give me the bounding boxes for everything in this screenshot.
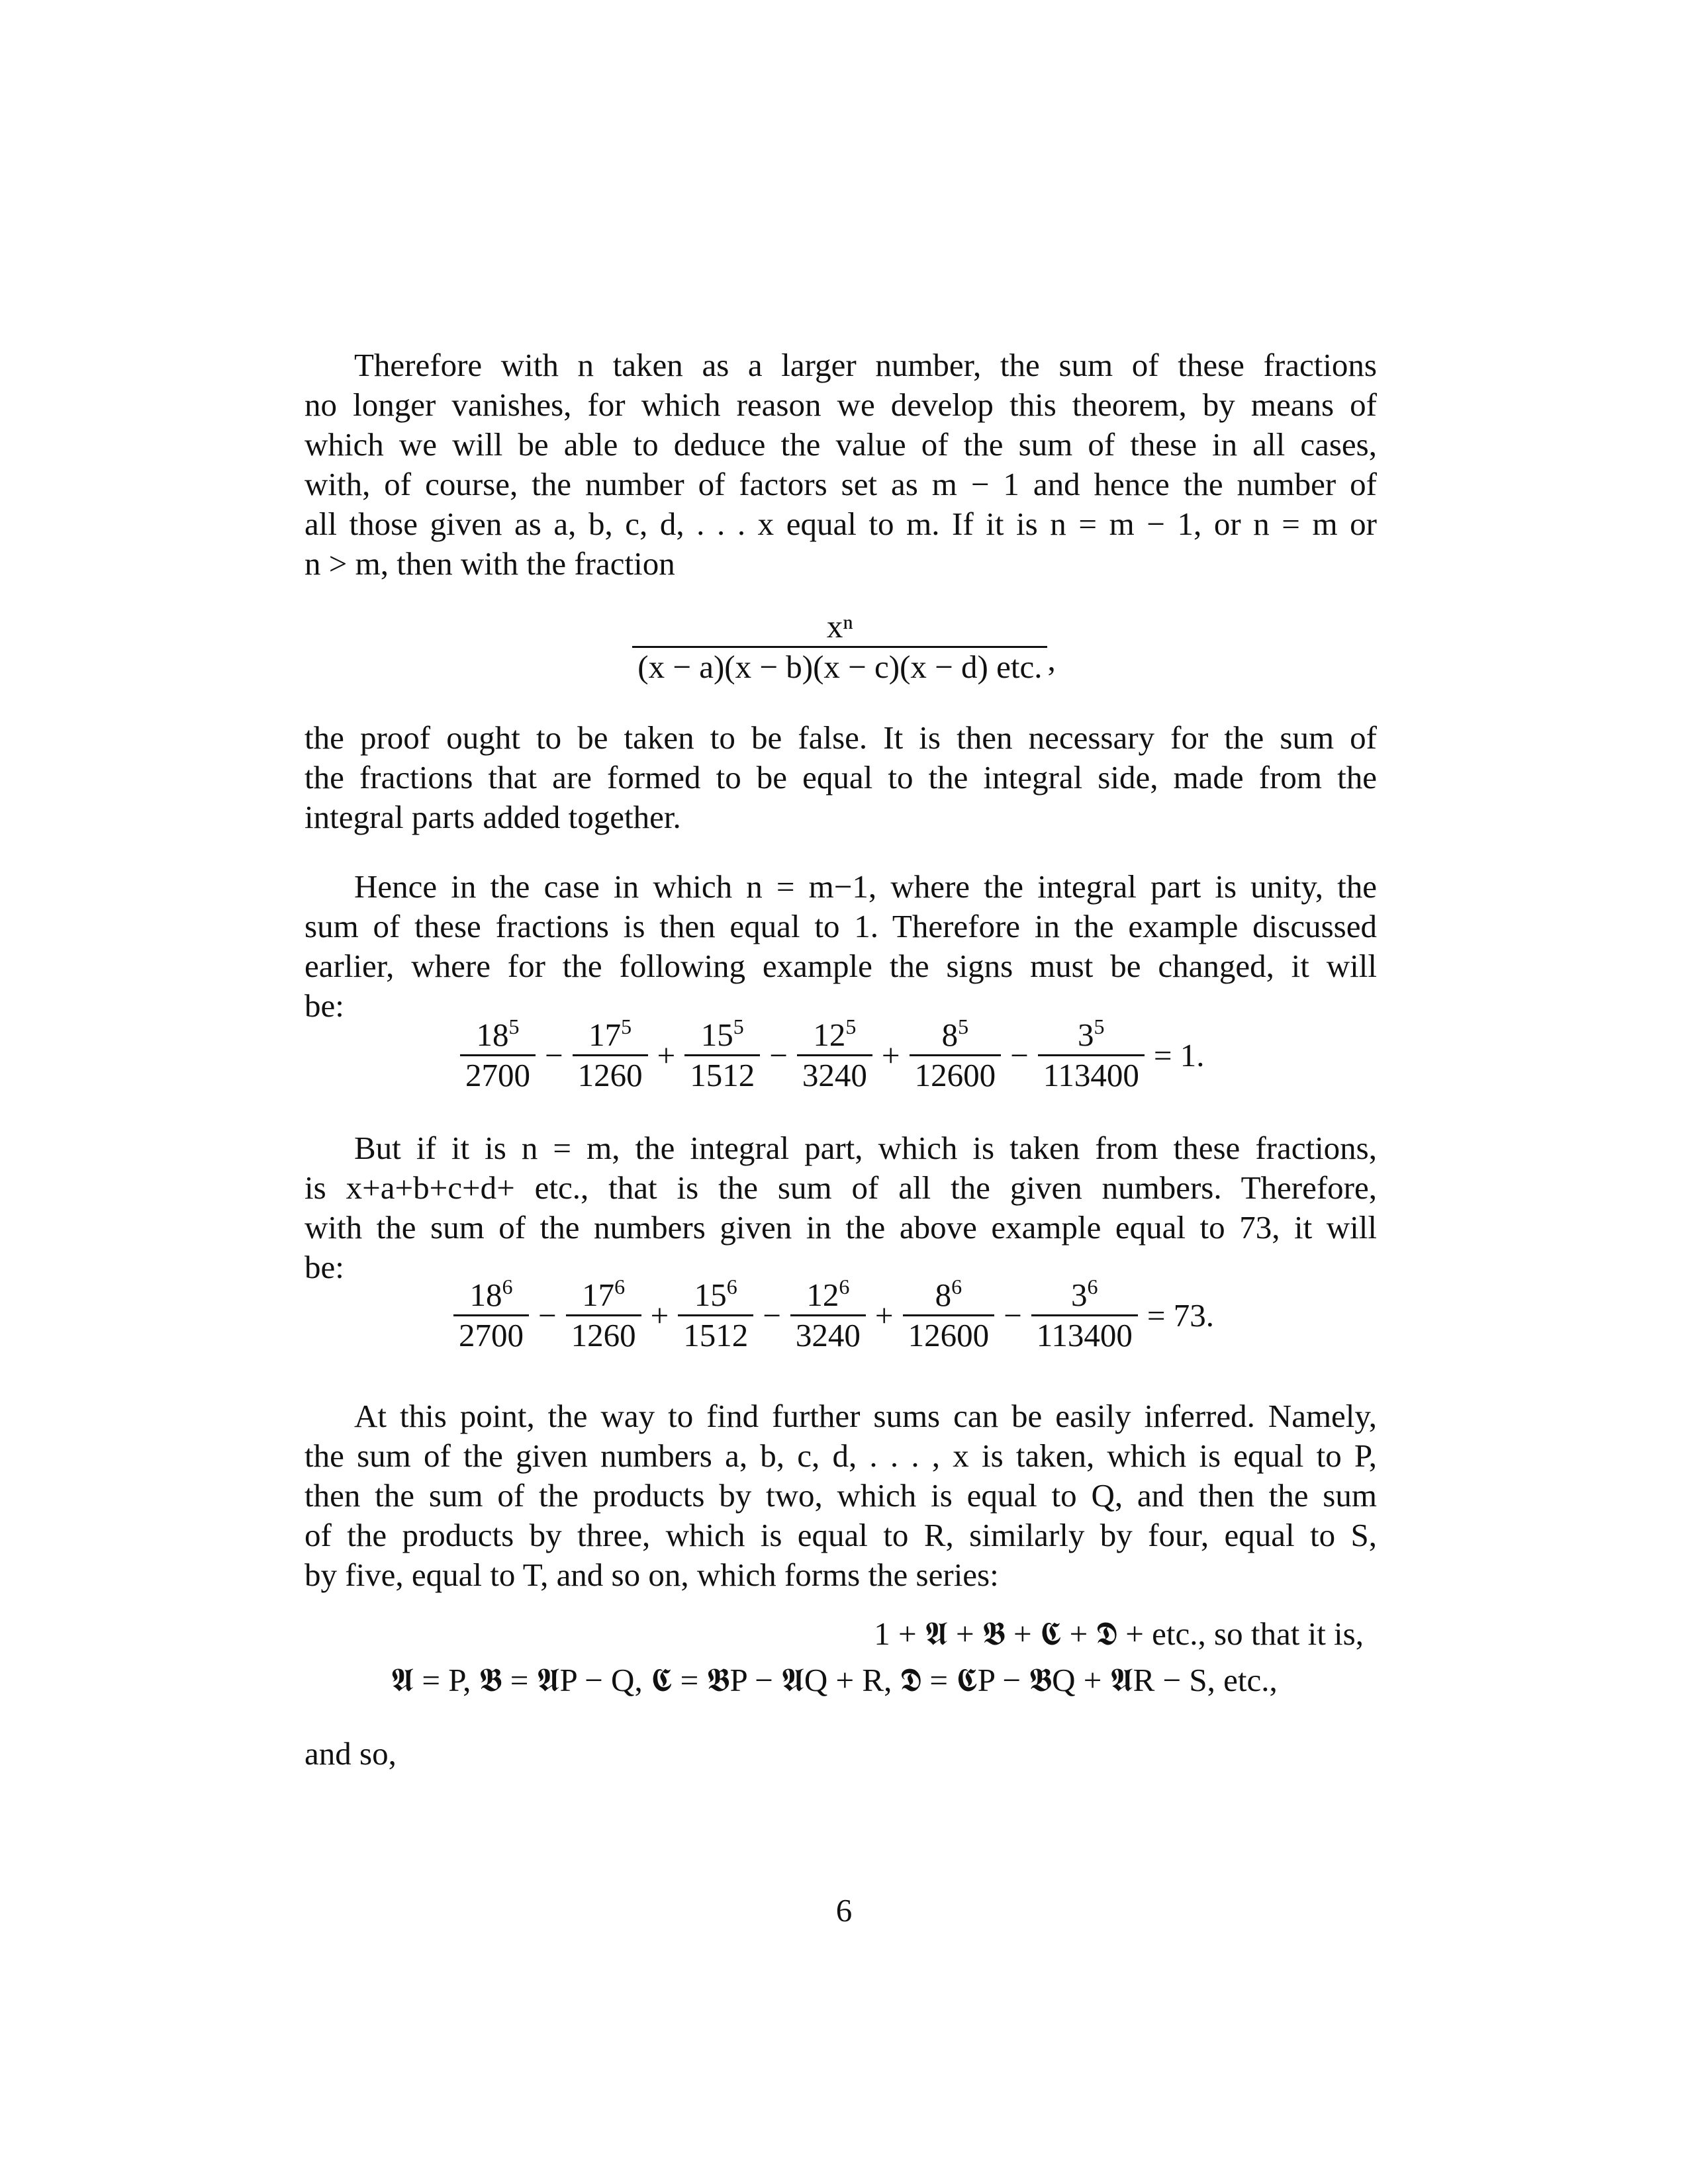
- power-exponent: 6: [951, 1275, 962, 1298]
- power-base: 15: [700, 1017, 733, 1053]
- power-exponent: 5: [508, 1015, 520, 1038]
- series-line-2: [305, 1661, 1364, 1700]
- paragraph-5: [305, 1396, 1377, 1595]
- fraction-numerator: [696, 1016, 749, 1054]
- text-line: integral parts added together.: [305, 799, 681, 835]
- operator: −: [1004, 1297, 1022, 1334]
- power-base: 12: [813, 1017, 846, 1053]
- text-line: by five, equal to T, and so on, which forms the series:: [305, 1557, 999, 1593]
- fraction-term: [684, 1016, 760, 1095]
- fraction-term: [1038, 1016, 1145, 1095]
- power-base: 18: [469, 1277, 502, 1313]
- text-line: no longer vanishes, for which reason we develop this theorem, by means of: [305, 387, 1377, 423]
- text-line: be:: [305, 987, 344, 1024]
- fraction-numerator: [937, 1016, 974, 1054]
- operator: +: [881, 1037, 900, 1073]
- power-base: 3: [1078, 1017, 1094, 1053]
- text-line: Therefore with n taken as a larger number, the sum of these fractions: [354, 347, 1377, 383]
- text-line: But if it is n = m, the integral part, which is taken from these fractions,: [354, 1130, 1377, 1166]
- closing-text: [305, 1734, 1377, 1774]
- power-exponent: 6: [839, 1275, 850, 1298]
- fraction-denominator: 12600: [903, 1314, 995, 1355]
- text-line: Hence in the case in which n = m−1, where the integral part is unity, the: [354, 868, 1377, 905]
- fraction-denominator: 1512: [684, 1054, 760, 1095]
- fraction-term: [790, 1276, 866, 1355]
- text-line: the proof ought to be taken to be false. It is then necessary for the sum of: [305, 719, 1377, 756]
- fraction-x-power-n: [632, 608, 1047, 686]
- text-line: sum of these fractions is then equal to 1. Therefore in the example discussed: [305, 908, 1377, 944]
- fraction-term: [678, 1276, 753, 1355]
- power-base: 3: [1071, 1277, 1088, 1313]
- text-line: all those given as a, b, c, d, . . . x equal to m. If it is n = m − 1, or n = m or: [305, 506, 1377, 542]
- paragraph-3: [305, 867, 1377, 1026]
- power-exponent: 5: [845, 1015, 857, 1038]
- equation-3: [453, 1276, 1223, 1355]
- fraction-numerator: [577, 1276, 630, 1314]
- power-base: 12: [806, 1277, 839, 1313]
- fraction-denominator: 3240: [797, 1054, 872, 1095]
- operator: +: [657, 1037, 676, 1073]
- fraction-denominator: 1512: [678, 1314, 753, 1355]
- power-base: 8: [935, 1277, 952, 1313]
- power-exponent: 5: [1094, 1015, 1105, 1038]
- power-base: 8: [941, 1017, 959, 1053]
- fraction-numerator: [465, 1276, 518, 1314]
- operator: +: [874, 1297, 894, 1334]
- equation-result: = 73.: [1147, 1297, 1215, 1334]
- fraction-numerator: [930, 1276, 968, 1314]
- paragraph-2: [305, 718, 1377, 837]
- fraction-term: [453, 1276, 529, 1355]
- fraction-denominator: 1260: [566, 1314, 641, 1355]
- fraction-numerator: [583, 1016, 637, 1054]
- equation-result: = 1.: [1153, 1037, 1205, 1073]
- power-base: 18: [476, 1017, 509, 1053]
- power-exponent: 6: [726, 1275, 737, 1298]
- paragraph-1: [305, 345, 1377, 584]
- fraction-term: [573, 1016, 648, 1095]
- power-exponent: 5: [958, 1015, 969, 1038]
- fraction-numerator: [471, 1016, 525, 1054]
- fraction-term: [566, 1276, 641, 1355]
- equation-1: [0, 608, 1688, 686]
- fraction-numerator: xⁿ: [826, 608, 853, 645]
- fraction-term: [1031, 1276, 1138, 1355]
- fraction-numerator: [1066, 1276, 1103, 1314]
- paragraph-4: [305, 1128, 1377, 1287]
- fraction-term: [903, 1276, 995, 1355]
- fraction-denominator: (x − a)(x − b)(x − c)(x − d) etc.: [632, 646, 1047, 686]
- text-line: of the products by three, which is equal to R, similarly by four, equal to S,: [305, 1517, 1377, 1553]
- fraction-numerator: [689, 1276, 743, 1314]
- operator: −: [545, 1037, 563, 1073]
- fraction-denominator: 2700: [453, 1314, 529, 1355]
- closing-line: and so,: [305, 1735, 397, 1772]
- text-line: be:: [305, 1249, 344, 1285]
- fraction-numerator: [1072, 1016, 1110, 1054]
- fraction-denominator: 3240: [790, 1314, 866, 1355]
- power-exponent: 5: [621, 1015, 632, 1038]
- text-line: with, of course, the number of factors set as m − 1 and hence the number of: [305, 466, 1377, 502]
- power-exponent: 6: [614, 1275, 626, 1298]
- power-base: 17: [582, 1277, 615, 1313]
- series-relations: 𝕬 = P, 𝕭 = 𝕬P − Q, 𝕮 = 𝕭P − 𝕬Q + R, 𝕯 = 𝕮P − 𝕭Q + 𝕬R − S, etc.,: [391, 1662, 1278, 1698]
- fraction-denominator: 2700: [460, 1054, 536, 1095]
- series-expression: 1 + 𝕬 + 𝕭 + 𝕮 + 𝕯 + etc., so that it is,: [874, 1615, 1364, 1652]
- text-line: n > m, then with the fraction: [305, 545, 675, 582]
- power-base: 17: [588, 1017, 622, 1053]
- text-line: is x+a+b+c+d+ etc., that is the sum of all the given numbers. Therefore,: [305, 1169, 1377, 1206]
- fraction-term: [460, 1016, 536, 1095]
- operator: −: [769, 1037, 788, 1073]
- text-line: the sum of the given numbers a, b, c, d, . . . , x is taken, which is equal to P,: [305, 1437, 1377, 1474]
- series-line-1: [305, 1615, 1364, 1653]
- fraction-denominator: 1260: [573, 1054, 648, 1095]
- fraction-numerator: [801, 1276, 855, 1314]
- power-exponent: 6: [1087, 1275, 1098, 1298]
- text-line: with the sum of the numbers given in the above example equal to 73, it will: [305, 1209, 1377, 1246]
- text-line: the fractions that are formed to be equal to the integral side, made from the: [305, 759, 1377, 796]
- fraction-term: [797, 1016, 872, 1095]
- fraction-denominator: 12600: [910, 1054, 1002, 1095]
- fraction-denominator: 113400: [1038, 1054, 1145, 1095]
- text-line: which we will be able to deduce the value of the sum of these in all cases,: [305, 426, 1377, 463]
- fraction-numerator: [808, 1016, 861, 1054]
- operator: −: [538, 1297, 557, 1334]
- power-exponent: 5: [733, 1015, 744, 1038]
- fraction-denominator: 113400: [1031, 1314, 1138, 1355]
- text-line: then the sum of the products by two, which is equal to Q, and then the sum: [305, 1477, 1377, 1514]
- text-line: At this point, the way to find further sums can be easily inferred. Namely,: [354, 1398, 1377, 1434]
- text-line: earlier, where for the following example the signs must be changed, it will: [305, 948, 1377, 984]
- fraction-term: [910, 1016, 1002, 1095]
- power-base: 15: [694, 1277, 727, 1313]
- power-exponent: 6: [502, 1275, 513, 1298]
- equation-trail: ,: [1047, 641, 1056, 678]
- operator: −: [763, 1297, 781, 1334]
- operator: −: [1010, 1037, 1029, 1073]
- operator: +: [650, 1297, 669, 1334]
- page-number: 6: [835, 1892, 853, 1929]
- equation-2: [460, 1016, 1214, 1095]
